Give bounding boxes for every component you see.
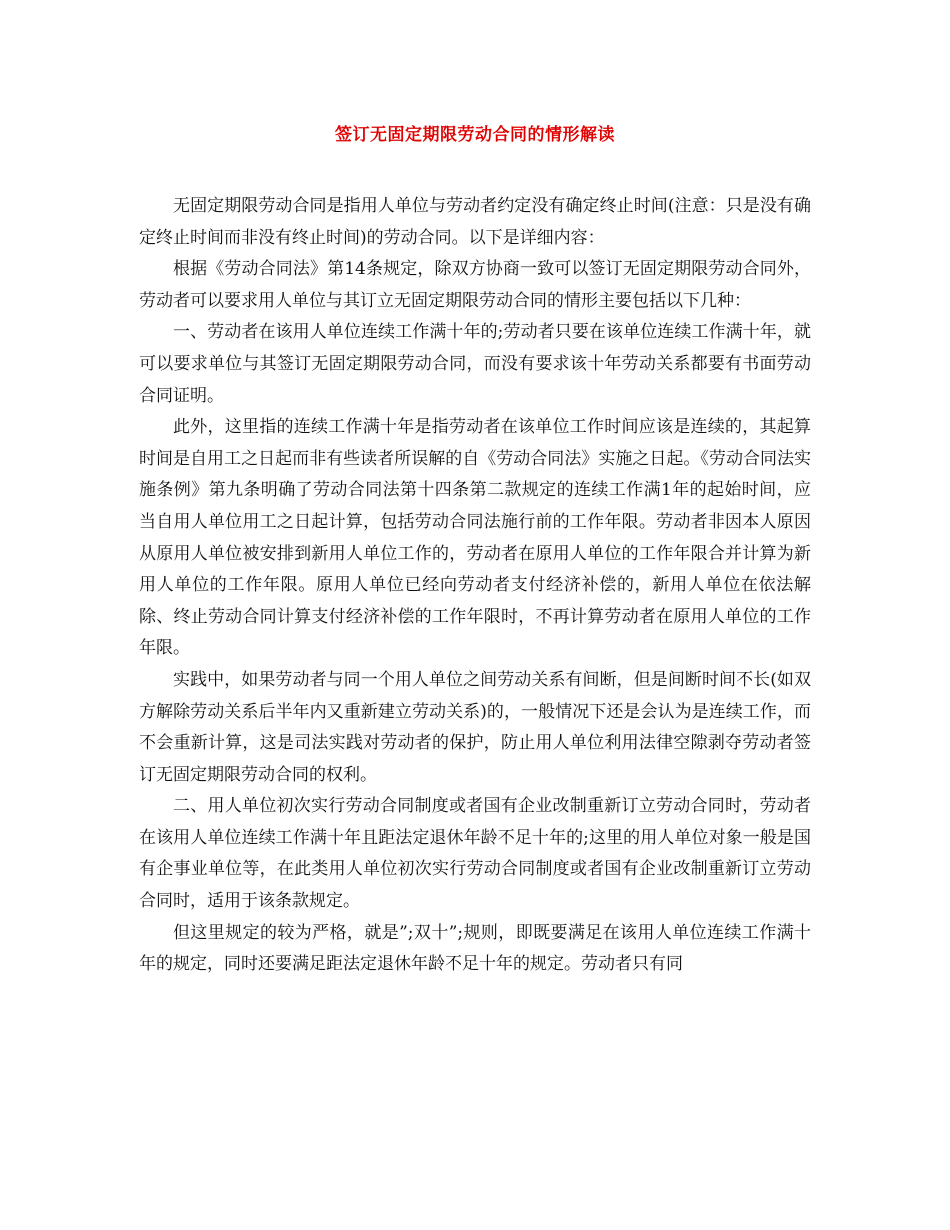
paragraph-case-one: 一、劳动者在该用人单位连续工作满十年的;劳动者只要在该单位连续工作满十年，就可以要求单位与其签订无固定期限劳动合同，而没有要求该十年劳动关系都要有书面劳动合同证明。 <box>139 322 811 406</box>
paragraph-article-14: 根据《劳动合同法》第14条规定，除双方协商一致可以签订无固定期限劳动合同外，劳动者可以要求用人单位与其订立无固定期限劳动合同的情形主要包括以下几种： <box>139 259 811 311</box>
document-body <box>139 191 811 981</box>
paragraph-double-ten: 但这里规定的较为严格，就是”;双十”;规则，即既要满足在该用人单位连续工作满十年的规定，同时还要满足距法定退休年龄不足十年的规定。劳动者只有同 <box>139 922 811 975</box>
document-title: 签订无固定期限劳动合同的情形解读 <box>335 125 615 145</box>
paragraph-practice: 实践中，如果劳动者与同一个用人单位之间劳动关系有间断，但是间断时间不长(如双方解除劳动关系后半年内又重新建立劳动关系)的，一般情况下还是会认为是连续工作，而不会重新计算，这是司法实践对劳动者的保护，防止用人单位利用法律空隙剥夺劳动者签订无固定期限劳动合同的权利。 <box>139 669 811 785</box>
paragraph-definition: 无固定期限劳动合同是指用人单位与劳动者约定没有确定终止时间(注意：只是没有确定终止时间而非没有终止时间)的劳动合同。以下是详细内容： <box>139 196 811 248</box>
paragraph-continuous-work: 此外，这里指的连续工作满十年是指劳动者在该单位工作时间应该是连续的，其起算时间是自用工之日起而非有些读者所误解的自《劳动合同法》实施之日起。《劳动合同法实施条例》第九条明确了劳动合同法第十四条第二款规定的连续工作满1年的起始时间，应当自用人单位用工之日起计算，包括劳动合同法施行前的工作年限。劳动者非因本人原因从原用人单位被安排到新用人单位工作的，劳动者在原用人单位的工作年限合并计算为新用人单位的工作年限。原用人单位已经向劳动者支付经济补偿的，新用人单位在依法解除、终止劳动合同计算支付经济补偿的工作年限时，不再计算劳动者在原用人单位的工作年限。 <box>139 417 811 659</box>
paragraph-case-two: 二、用人单位初次实行劳动合同制度或者国有企业改制重新订立劳动合同时，劳动者在该用人单位连续工作满十年且距法定退休年龄不足十年的;这里的用人单位对象一般是国有企事业单位等，在此类用人单位初次实行劳动合同制度或者国有企业改制重新订立劳动合同时，适用于该条款规定。 <box>139 796 811 912</box>
